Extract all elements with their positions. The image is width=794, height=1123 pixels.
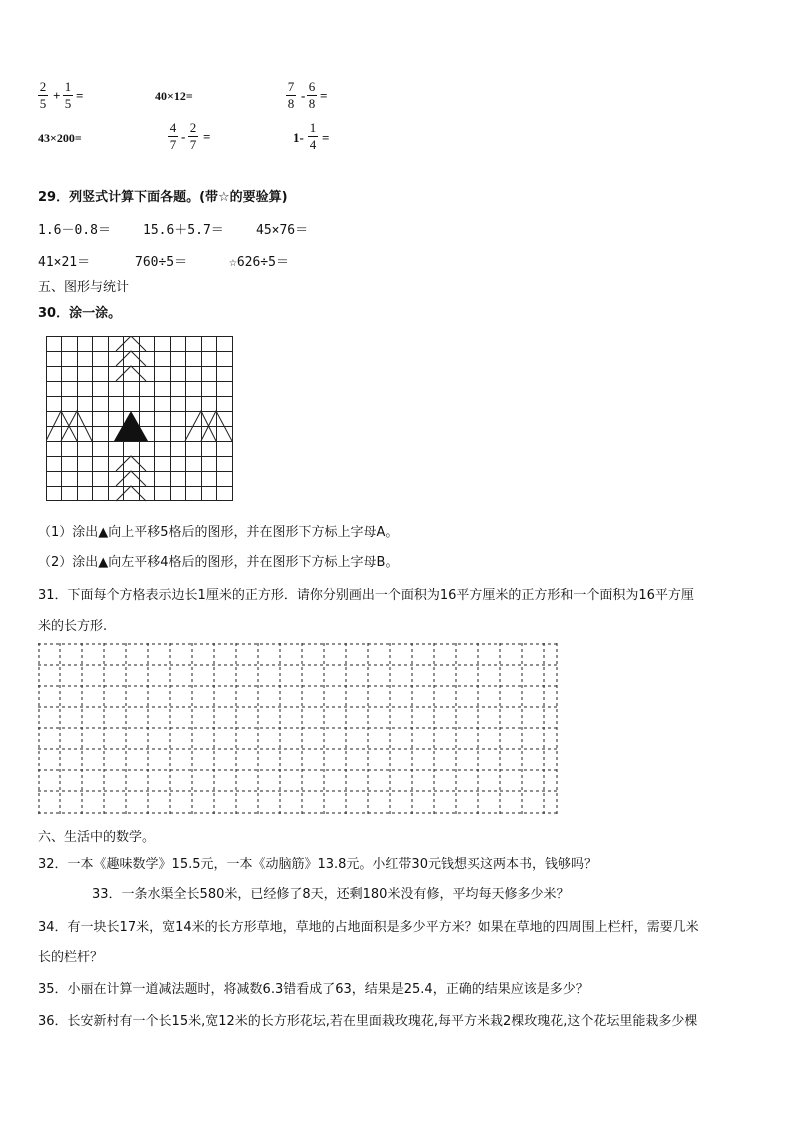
q29-item: 41×21＝ bbox=[38, 255, 91, 270]
operator: - bbox=[301, 88, 306, 103]
numerator: 1 bbox=[309, 120, 317, 135]
q30-sub2: （2）涂出▲向左平移4格后的图形，并在图形下方标上字母B。 bbox=[38, 555, 399, 570]
q35: 35．小丽在计算一道减法题时，将减数6.3错看成了63，结果是25.4，正确的结果应该是多少？ bbox=[38, 982, 589, 997]
q33: 33．一条水渠全长580米，已经修了8天，还剩180米没有修，平均每天修多少米？ bbox=[92, 887, 570, 902]
section-heading: 六、生活中的数学。 bbox=[38, 830, 156, 845]
translation-grid bbox=[46, 336, 236, 502]
calc-item: 40×12= bbox=[155, 89, 193, 103]
q30-title: 30．涂一涂。 bbox=[38, 306, 122, 321]
q29-item: 45×76＝ bbox=[256, 223, 309, 238]
denominator: 4 bbox=[309, 137, 317, 152]
q30-sub1: （1）涂出▲向上平移5格后的图形，并在图形下方标上字母A。 bbox=[38, 525, 399, 540]
section-heading: 五、图形与统计 bbox=[38, 280, 130, 295]
dotted-grid bbox=[38, 643, 560, 815]
denominator: 8 bbox=[287, 96, 295, 111]
q31-line1: 31．下面每个方格表示边长1厘米的正方形．请你分别画出一个面积为16平方厘米的正方形和一个面积为16平方厘 bbox=[38, 588, 694, 603]
fraction bbox=[286, 80, 296, 111]
operator: - bbox=[181, 129, 186, 144]
fraction bbox=[188, 121, 198, 152]
numerator: 7 bbox=[287, 79, 295, 94]
equals-sign: = bbox=[76, 88, 84, 103]
q29-item: 1.6－0.8＝ bbox=[38, 223, 111, 238]
q29-item: ☆626÷5＝ bbox=[229, 255, 289, 270]
equals-sign: = bbox=[203, 129, 211, 144]
denominator: 5 bbox=[64, 96, 72, 111]
fraction bbox=[308, 121, 318, 152]
equals-sign: = bbox=[320, 88, 328, 103]
q29-item: 760÷5＝ bbox=[135, 255, 188, 270]
q34-line2: 长的栏杆？ bbox=[38, 950, 104, 965]
equals-sign: = bbox=[322, 130, 330, 145]
q31-line2: 米的长方形. bbox=[38, 619, 108, 634]
numerator: 2 bbox=[39, 79, 47, 94]
numerator: 1 bbox=[64, 79, 72, 94]
fraction bbox=[307, 80, 317, 111]
operator: + bbox=[53, 88, 61, 103]
calc-prefix: 1- bbox=[293, 130, 304, 145]
denominator: 7 bbox=[189, 137, 197, 152]
numerator: 4 bbox=[169, 120, 177, 135]
denominator: 7 bbox=[169, 137, 177, 152]
numerator: 2 bbox=[189, 120, 197, 135]
fraction bbox=[168, 121, 178, 152]
q32: 32．一本《趣味数学》15.5元，一本《动脑筋》13.8元。小红带30元钱想买这两本书，钱够吗？ bbox=[38, 857, 597, 872]
q29-title: 29．列竖式计算下面各题。(带☆的要验算) bbox=[38, 190, 288, 205]
q34-line1: 34．有一块长17米，宽14米的长方形草地，草地的占地面积是多少平方米？如果在草地的四周围上栏杆，需要几米 bbox=[38, 920, 699, 935]
calc-item: 43×200= bbox=[38, 131, 82, 145]
q36: 36．长安新村有一个长15米,宽12米的长方形花坛,若在里面栽玫瑰花,每平方米栽2棵玫瑰花,这个花坛里能栽多少棵 bbox=[38, 1014, 698, 1029]
numerator: 6 bbox=[308, 79, 316, 94]
denominator: 8 bbox=[308, 96, 316, 111]
fraction bbox=[63, 80, 73, 111]
fraction bbox=[38, 80, 48, 111]
denominator: 5 bbox=[39, 96, 47, 111]
q29-item: 15.6＋5.7＝ bbox=[143, 223, 224, 238]
